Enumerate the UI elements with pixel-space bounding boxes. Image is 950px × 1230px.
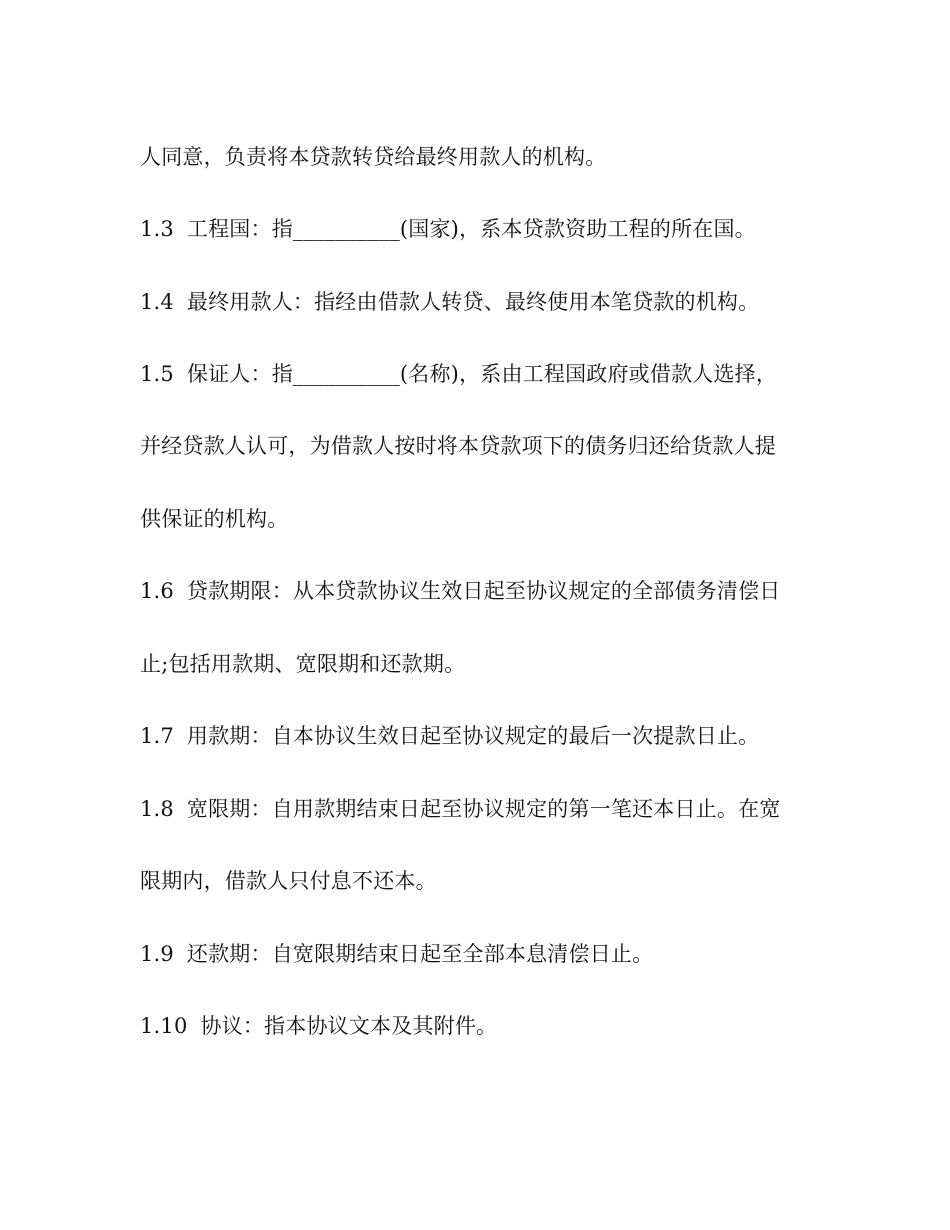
line-text: 人同意，负责将本贷款转贷给最终用款人的机构。 bbox=[140, 145, 607, 169]
paragraph-line bbox=[140, 650, 810, 678]
clause-number: 1.4 bbox=[140, 290, 174, 314]
line-text: 止;包括用款期、宽限期和还款期。 bbox=[140, 652, 466, 676]
line-text: 限期内，借款人只付息不还本。 bbox=[140, 869, 437, 893]
clause-1-9 bbox=[140, 940, 810, 968]
paragraph-line bbox=[140, 432, 810, 460]
clause-1-4 bbox=[140, 288, 810, 316]
clause-number: 1.8 bbox=[140, 797, 174, 821]
clause-1-10 bbox=[140, 1012, 810, 1040]
paragraph-line bbox=[140, 867, 810, 895]
clause-1-8 bbox=[140, 795, 810, 823]
clause-number: 1.9 bbox=[140, 942, 174, 966]
clause-number: 1.10 bbox=[140, 1014, 188, 1038]
clause-number: 1.5 bbox=[140, 362, 174, 386]
clause-text: 协议：指本协议文本及其附件。 bbox=[200, 1014, 498, 1038]
paragraph-line bbox=[140, 143, 810, 171]
line-text: 并经贷款人认可，为借款人按时将本贷款项下的债务归还给货款人提 bbox=[140, 434, 776, 458]
clause-text: 用款期：自本协议生效日起至协议规定的最后一次提款日止。 bbox=[186, 724, 760, 748]
clause-text: 工程国：指__________(国家)，系本贷款资助工程的所在国。 bbox=[186, 217, 756, 241]
clause-1-7 bbox=[140, 722, 810, 750]
clause-number: 1.3 bbox=[140, 217, 174, 241]
clause-text: 还款期：自宽限期结束日起至全部本息清偿日止。 bbox=[186, 942, 654, 966]
clause-text: 保证人：指__________(名称)，系由工程国政府或借款人选择， bbox=[186, 362, 778, 386]
line-text: 供保证的机构。 bbox=[140, 507, 289, 531]
clause-number: 1.6 bbox=[140, 579, 174, 603]
clause-text: 宽限期：自用款期结束日起至协议规定的第一笔还本日止。在宽 bbox=[186, 797, 781, 821]
clause-1-6 bbox=[140, 577, 810, 605]
clause-text: 最终用款人：指经由借款人转贷、最终使用本笔贷款的机构。 bbox=[186, 290, 760, 314]
paragraph-line bbox=[140, 505, 810, 533]
clause-number: 1.7 bbox=[140, 724, 174, 748]
clause-text: 贷款期限：从本贷款协议生效日起至协议规定的全部债务清偿日 bbox=[186, 579, 781, 603]
clause-1-3 bbox=[140, 215, 810, 243]
clause-1-5 bbox=[140, 360, 810, 388]
